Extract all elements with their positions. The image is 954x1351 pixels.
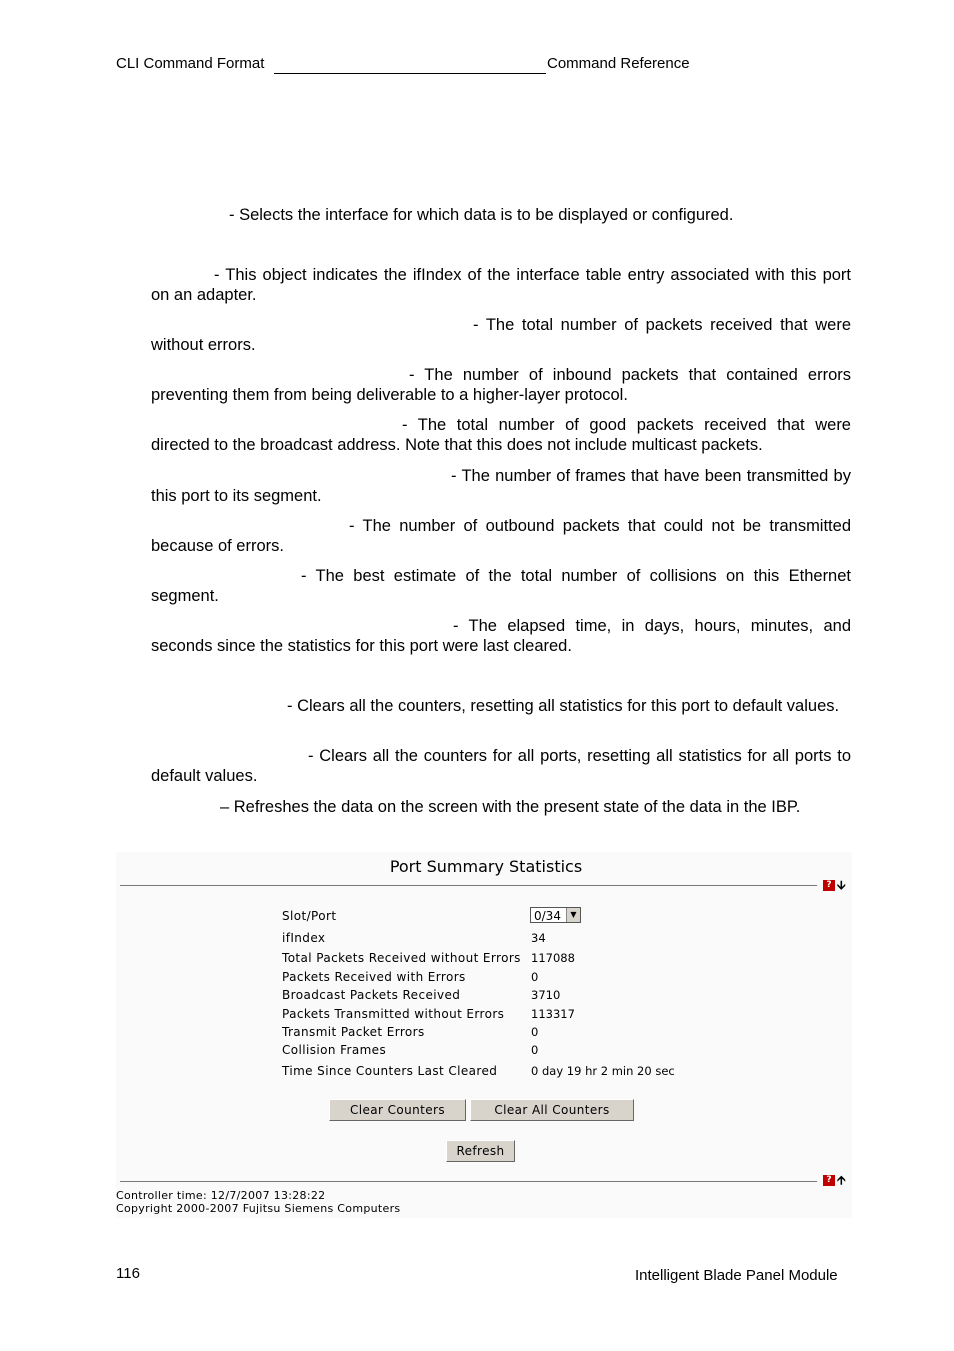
desc-clear-all-text: - Clears all the counters for all ports, resetting all statistics for all ports to default values. [151,747,851,785]
desc-broadcast-text: - The total number of good packets received that were directed to the broadcast address. Note that this does not include multicast packets. [151,416,851,454]
ifindex-label: ifIndex [282,931,326,945]
bottom-divider [120,1181,817,1182]
desc-collisions-text: - The best estimate of the total number of collisions on this Ethernet segment. [151,567,851,605]
help-icon[interactable]: ? [823,1175,835,1186]
desc-received-errors [151,365,851,405]
desc-slot-port: - Selects the interface for which data is to be displayed or configured. [229,206,734,224]
time-since-label: Time Since Counters Last Cleared [282,1064,498,1078]
arrow-up-icon[interactable]: 🡩 [837,1173,846,1187]
total-received-value: 117088 [531,951,575,965]
slot-port-select[interactable] [530,907,581,923]
desc-transmit-errors-text: - The number of outbound packets that could not be transmitted because of errors. [151,517,851,555]
desc-time-since-text: - The elapsed time, in days, hours, minutes, and seconds since the statistics for this port were last cleared. [151,617,851,655]
desc-transmit-errors [151,516,851,556]
header-rule [274,73,546,74]
desc-transmitted [151,466,851,506]
port-summary-screenshot [116,852,852,1218]
arrow-down-icon[interactable]: 🡫 [837,878,846,892]
transmitted-value: 113317 [531,1007,575,1021]
total-received-label: Total Packets Received without Errors [282,951,521,965]
desc-clear-counters [151,696,851,716]
received-errors-label: Packets Received with Errors [282,970,466,984]
received-errors-value: 0 [531,970,539,984]
desc-received-errors-text: - The number of inbound packets that contained errors preventing them from being deliverable to a higher-layer protocol. [151,366,851,404]
footer-title: Intelligent Blade Panel Module [635,1267,838,1284]
header-left: CLI Command Format [116,55,265,72]
desc-transmitted-text: - The number of frames that have been transmitted by this port to its segment. [151,467,851,505]
broadcast-value: 3710 [531,988,561,1002]
desc-broadcast [151,415,851,455]
transmit-errors-label: Transmit Packet Errors [282,1025,425,1039]
desc-total-received-text: - The total number of packets received that were without errors. [151,316,851,354]
slot-port-selected: 0/34 [534,909,561,923]
controller-time: Controller time: 12/7/2007 13:28:22 [116,1189,326,1202]
ifindex-value: 34 [531,931,546,945]
desc-total-received [151,315,851,355]
collisions-value: 0 [531,1043,539,1057]
copyright: Copyright 2000-2007 Fujitsu Siemens Computers [116,1202,401,1215]
clear-all-counters-button[interactable]: Clear All Counters [470,1099,634,1121]
desc-ifindex-text: - This object indicates the ifIndex of the interface table entry associated with this port on an adapter. [151,266,851,304]
desc-clear-counters-text: - Clears all the counters, resetting all statistics for this port to default values. [287,697,840,715]
desc-collisions [151,566,851,606]
broadcast-label: Broadcast Packets Received [282,988,461,1002]
desc-time-since [151,616,851,656]
slot-port-label: Slot/Port [282,909,337,923]
clear-counters-button[interactable]: Clear Counters [329,1099,466,1121]
top-divider [120,885,817,886]
page-title: Port Summary Statistics [389,857,583,876]
page-number: 116 [116,1265,140,1282]
desc-clear-all [151,746,851,786]
header-right: Command Reference [547,55,690,72]
transmit-errors-value: 0 [531,1025,539,1039]
collisions-label: Collision Frames [282,1043,387,1057]
chevron-down-icon[interactable]: ▼ [566,908,580,922]
time-since-value: 0 day 19 hr 2 min 20 sec [531,1064,675,1078]
help-icon[interactable]: ? [823,880,835,891]
desc-refresh: – Refreshes the data on the screen with the present state of the data in the IBP. [220,798,801,816]
refresh-button[interactable]: Refresh [446,1140,515,1162]
transmitted-label: Packets Transmitted without Errors [282,1007,505,1021]
desc-ifindex [151,265,851,305]
